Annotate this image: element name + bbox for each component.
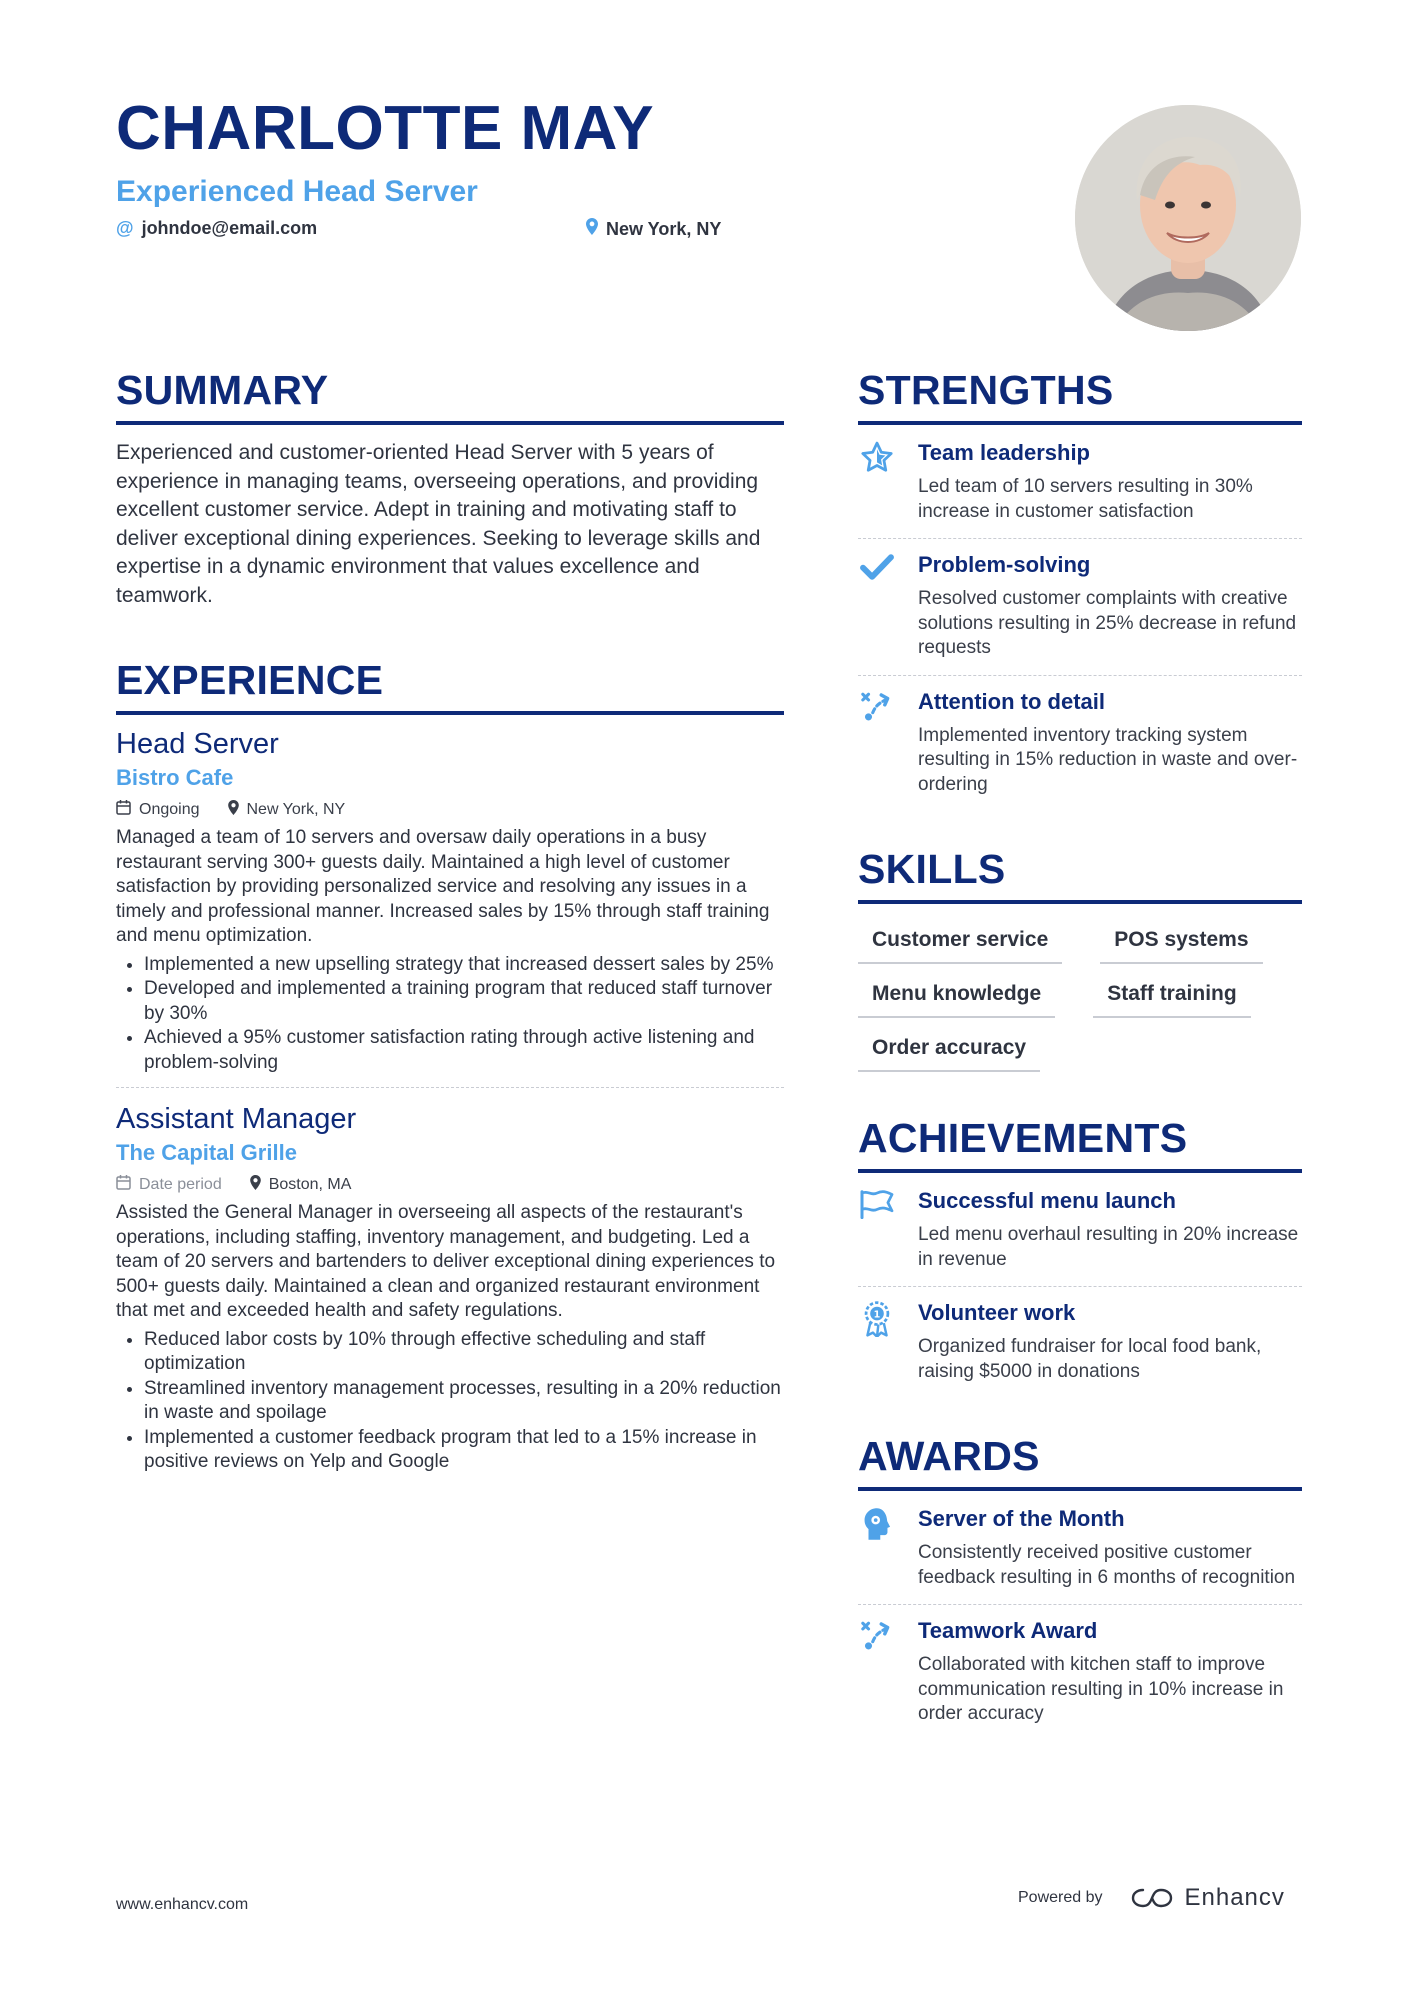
svg-text:1: 1 <box>873 1309 881 1321</box>
skill-tag: Menu knowledge <box>858 978 1055 1018</box>
strength-title: Attention to detail <box>918 688 1105 714</box>
job-entry <box>116 1087 784 1487</box>
strength-item <box>858 538 1302 675</box>
location-pin-icon <box>250 1175 261 1195</box>
strategy-icon <box>858 1617 896 1727</box>
strategy-icon <box>858 688 896 798</box>
awards-heading: AWARDS <box>858 1436 1302 1491</box>
award-title: Teamwork Award <box>918 1618 1098 1643</box>
strength-title: Team leadership <box>918 440 1090 465</box>
list-item: • Developed and implemented a training program that reduced staff turnover by 30% <box>144 977 784 1026</box>
skills-list <box>858 924 1302 1072</box>
strength-title: Problem-solving <box>918 552 1091 577</box>
job-title: Assistant Manager <box>116 1103 357 1135</box>
list-item: • Implemented a new upselling strategy that increased dessert sales by 25% <box>144 953 784 978</box>
strength-item <box>858 427 1302 538</box>
list-item: • Reduced labor costs by 10% through effective scheduling and staff optimization <box>144 1328 784 1377</box>
footer-website[interactable]: www.enhancv.com <box>116 1896 249 1913</box>
footer-branding <box>1018 1884 1285 1912</box>
check-icon <box>858 551 896 661</box>
medal-icon <box>858 1299 896 1384</box>
strength-desc: Led team of 10 servers resulting in 30% increase in customer satisfaction <box>918 476 1253 522</box>
powered-by-label: Powered by <box>1018 1889 1103 1906</box>
skill-tag: POS systems <box>1100 924 1262 964</box>
job-location: New York, NY <box>228 799 346 820</box>
award-desc: Consistently received positive customer feedback resulting in 6 months of recognition <box>918 1542 1296 1588</box>
location-pin-icon <box>586 218 598 240</box>
list-item: • Achieved a 95% customer satisfaction rating through active listening and problem-solving <box>144 1026 784 1075</box>
brand-name: Enhancv <box>1184 1884 1285 1911</box>
job-bullets <box>116 1328 784 1475</box>
email-text: johndoe@email.com <box>141 218 318 238</box>
summary-text: Experienced and customer-oriented Head Server with 5 years of experience in managing teams, overseeing operations, and providing excellent customer service. Adept in training and motivating staff to deliver exceptional dining experiences. Seeking to leverage skills and expertise in a dynamic environment that values excellence and teamwork. <box>116 441 761 607</box>
left-column <box>116 367 784 1487</box>
profile-photo <box>1075 105 1301 331</box>
job-location: Boston, MA <box>250 1174 352 1195</box>
awards-list <box>858 1493 1302 1741</box>
achievement-desc: Led menu overhaul resulting in 20% increase in revenue <box>918 1224 1299 1270</box>
job-meta <box>116 799 784 820</box>
star-icon <box>858 439 896 524</box>
skill-tag: Order accuracy <box>858 1032 1040 1072</box>
job-bullets <box>116 953 784 1076</box>
right-column <box>858 367 1302 1741</box>
enhancv-logo-icon <box>1129 1886 1175 1910</box>
calendar-icon <box>116 799 131 820</box>
job-date: Ongoing <box>116 799 200 820</box>
job-meta <box>116 1174 784 1195</box>
strengths-heading: STRENGTHS <box>858 370 1302 425</box>
location-text: New York, NY <box>606 218 722 239</box>
candidate-name: CHARLOTTE MAY <box>116 94 655 163</box>
list-item: • Implemented a customer feedback program that led to a 15% increase in positive reviews on Yelp and Google <box>144 1426 784 1475</box>
job-title: Head Server <box>116 728 279 760</box>
candidate-title: Experienced Head Server <box>116 175 478 208</box>
achievement-title: Volunteer work <box>918 1300 1076 1325</box>
achievement-item <box>858 1286 1302 1398</box>
award-item <box>858 1493 1302 1604</box>
achievement-item <box>858 1175 1302 1286</box>
experience-list <box>116 727 784 1487</box>
enhancv-logo[interactable] <box>1129 1884 1285 1912</box>
strength-desc: Implemented inventory tracking system resulting in 15% reduction in waste and over-ordering <box>918 724 1298 795</box>
at-icon: @ <box>116 218 134 238</box>
location-pin-icon <box>228 800 239 820</box>
list-item: • Streamlined inventory management processes, resulting in a 20% reduction in waste and spoilage <box>144 1377 784 1426</box>
experience-heading: EXPERIENCE <box>116 660 784 715</box>
achievements-list <box>858 1175 1302 1398</box>
job-entry <box>116 727 784 1087</box>
strength-item <box>858 675 1302 812</box>
contact-location <box>586 218 721 240</box>
achievement-title: Successful menu launch <box>918 1188 1176 1213</box>
award-item <box>858 1604 1302 1741</box>
job-company: Bistro Cafe <box>116 765 234 790</box>
job-description: Managed a team of 10 servers and oversaw daily operations in a busy restaurant serving 300+ guests daily. Maintained a high level of customer satisfaction by providing personalized service and resolving any issues in a timely and professional manner. Increased sales by 15% through staff training and menu optimization. <box>116 827 770 946</box>
job-date: Date period <box>116 1174 222 1195</box>
flag-icon <box>858 1187 896 1272</box>
skills-heading: SKILLS <box>858 849 1302 904</box>
achievement-desc: Organized fundraiser for local food bank, raising $5000 in donations <box>918 1336 1262 1382</box>
strengths-list <box>858 427 1302 811</box>
skill-tag: Staff training <box>1093 978 1251 1018</box>
summary-heading: SUMMARY <box>116 370 784 425</box>
calendar-icon <box>116 1174 131 1195</box>
job-description: Assisted the General Manager in overseeing all aspects of the restaurant's operations, including staffing, inventory management, and budgeting. Led a team of 20 servers and bartenders to deliver exceptional dining experiences to 500+ guests daily. Maintained a clean and organized restaurant environment that met and exceeded health and safety regulations. <box>116 1202 776 1321</box>
achievements-heading: ACHIEVEMENTS <box>858 1118 1302 1173</box>
head-icon <box>858 1505 896 1590</box>
contact-email[interactable] <box>116 218 317 239</box>
strength-desc: Resolved customer complaints with creative solutions resulting in 25% decrease in refund requests <box>918 588 1297 658</box>
skill-tag: Customer service <box>858 924 1062 964</box>
award-title: Server of the Month <box>918 1506 1125 1531</box>
award-desc: Collaborated with kitchen staff to improve communication resulting in 10% increase in order accuracy <box>918 1654 1284 1724</box>
job-company: The Capital Grille <box>116 1140 297 1165</box>
